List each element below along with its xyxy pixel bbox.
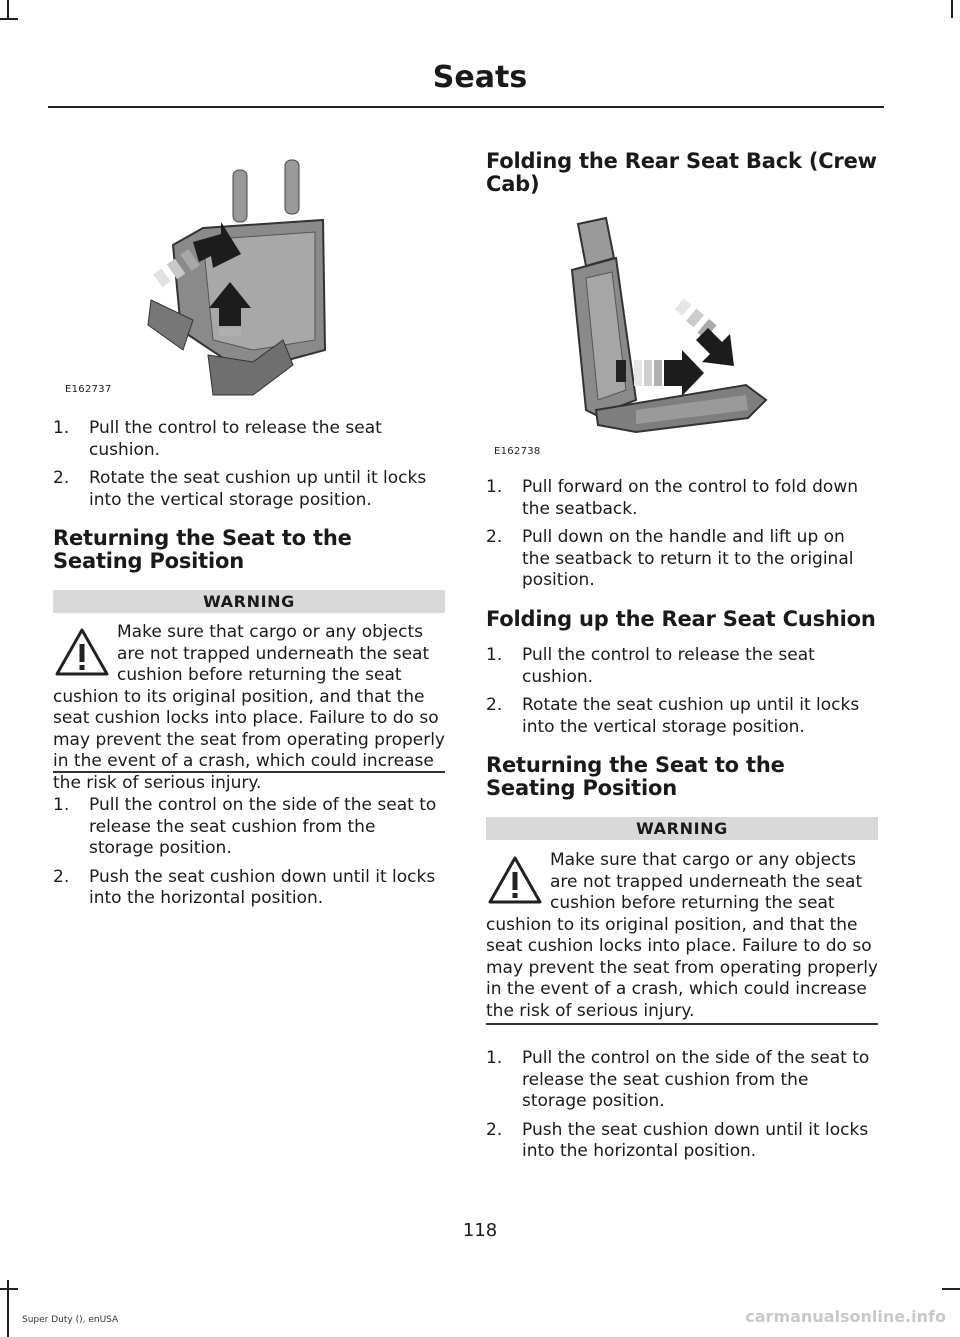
watermark: carmanualsonline.info	[745, 1307, 946, 1326]
seatback-fold-illustration	[486, 210, 878, 460]
list-item	[53, 795, 445, 860]
step-text: Pull down on the handle and lift up on the seatback to return it to the original position.	[522, 527, 854, 590]
crop-mark	[0, 18, 18, 20]
list-item	[486, 1120, 878, 1163]
warning-label: WARNING	[53, 590, 445, 613]
list-item	[486, 477, 878, 520]
warning-divider	[53, 771, 445, 773]
seat-cushion-fold-illustration	[53, 150, 445, 400]
return-seat-heading: Returning the Seat to the Seating Position	[53, 526, 352, 573]
return-steps-list	[486, 1048, 878, 1170]
step-text: Pull the control to release the seat cushion.	[522, 645, 815, 687]
crop-mark	[0, 1288, 18, 1290]
list-item	[486, 527, 878, 592]
step-text: Rotate the seat cushion up until it locks into the vertical storage position.	[522, 695, 860, 737]
step-number: 2.	[53, 468, 70, 488]
step-text: Push the seat cushion down until it locks into the horizontal position.	[522, 1119, 869, 1161]
step-text: Push the seat cushion down until it locks into the horizontal position.	[89, 866, 436, 908]
warning-triangle-icon	[486, 852, 544, 910]
page-section-title: Seats	[432, 60, 528, 95]
warning-divider	[486, 1023, 878, 1025]
list-item	[486, 695, 878, 738]
list-item	[486, 645, 878, 688]
return-seat-heading: Returning the Seat to the Seating Position	[486, 753, 785, 800]
step-number: 2.	[486, 527, 503, 547]
figure-code: E162737	[65, 384, 112, 395]
step-number: 1.	[53, 418, 70, 438]
fold-seatback-steps-list	[486, 477, 878, 599]
step-text: Pull the control to release the seat cushion.	[89, 418, 382, 460]
edition-footer: Super Duty (), enUSA	[22, 1315, 119, 1325]
step-text: Pull forward on the control to fold down the seatback.	[522, 477, 859, 519]
step-text: Pull the control on the side of the seat to release the seat cushion from the storage position.	[522, 1048, 870, 1111]
warning-triangle-icon	[53, 624, 111, 682]
fold-steps-list	[53, 418, 445, 518]
crop-mark	[7, 0, 9, 18]
fold-cushion-steps-list	[486, 645, 878, 745]
step-number: 1.	[53, 795, 70, 815]
step-number: 1.	[486, 477, 503, 497]
step-number: 1.	[486, 645, 503, 665]
warning-text: Make sure that cargo or any objects are not trapped underneath the seat cushion before returning the seat cushion to its original position, and that the seat cushion locks into place. Failure to do so may prevent the seat from operating properly in the event of a crash, which could increase the risk of serious injury.	[53, 622, 445, 793]
list-item	[486, 1048, 878, 1113]
list-item	[53, 418, 445, 461]
step-number: 2.	[53, 866, 70, 887]
list-item	[53, 867, 445, 910]
crop-mark	[951, 0, 953, 18]
step-number: 1.	[486, 1048, 503, 1068]
step-number: 2.	[486, 695, 503, 715]
step-text: Pull the control on the side of the seat to release the seat cushion from the storage position.	[89, 795, 437, 858]
page-number: 118	[462, 1220, 498, 1241]
crop-mark	[942, 1288, 960, 1290]
step-number: 2.	[486, 1119, 503, 1140]
warning-block	[486, 850, 878, 1022]
fold-cushion-heading: Folding up the Rear Seat Cushion	[486, 607, 876, 631]
warning-label: WARNING	[486, 817, 878, 840]
seat-fold-figure	[53, 150, 445, 400]
warning-block	[53, 622, 445, 794]
return-steps-list	[53, 795, 445, 917]
figure-code: E162738	[494, 446, 541, 457]
header-divider	[48, 106, 884, 108]
seatback-fold-figure	[486, 210, 878, 460]
warning-text: Make sure that cargo or any objects are not trapped underneath the seat cushion before returning the seat cushion to its original position, and that the seat cushion locks into place. Failure to do so may prevent the seat from operating properly in the event of a crash, which could increase the risk of serious injury.	[486, 850, 878, 1021]
list-item	[53, 468, 445, 511]
step-text: Rotate the seat cushion up until it locks into the vertical storage position.	[89, 468, 427, 510]
fold-seatback-heading: Folding the Rear Seat Back (Crew Cab)	[486, 149, 877, 196]
